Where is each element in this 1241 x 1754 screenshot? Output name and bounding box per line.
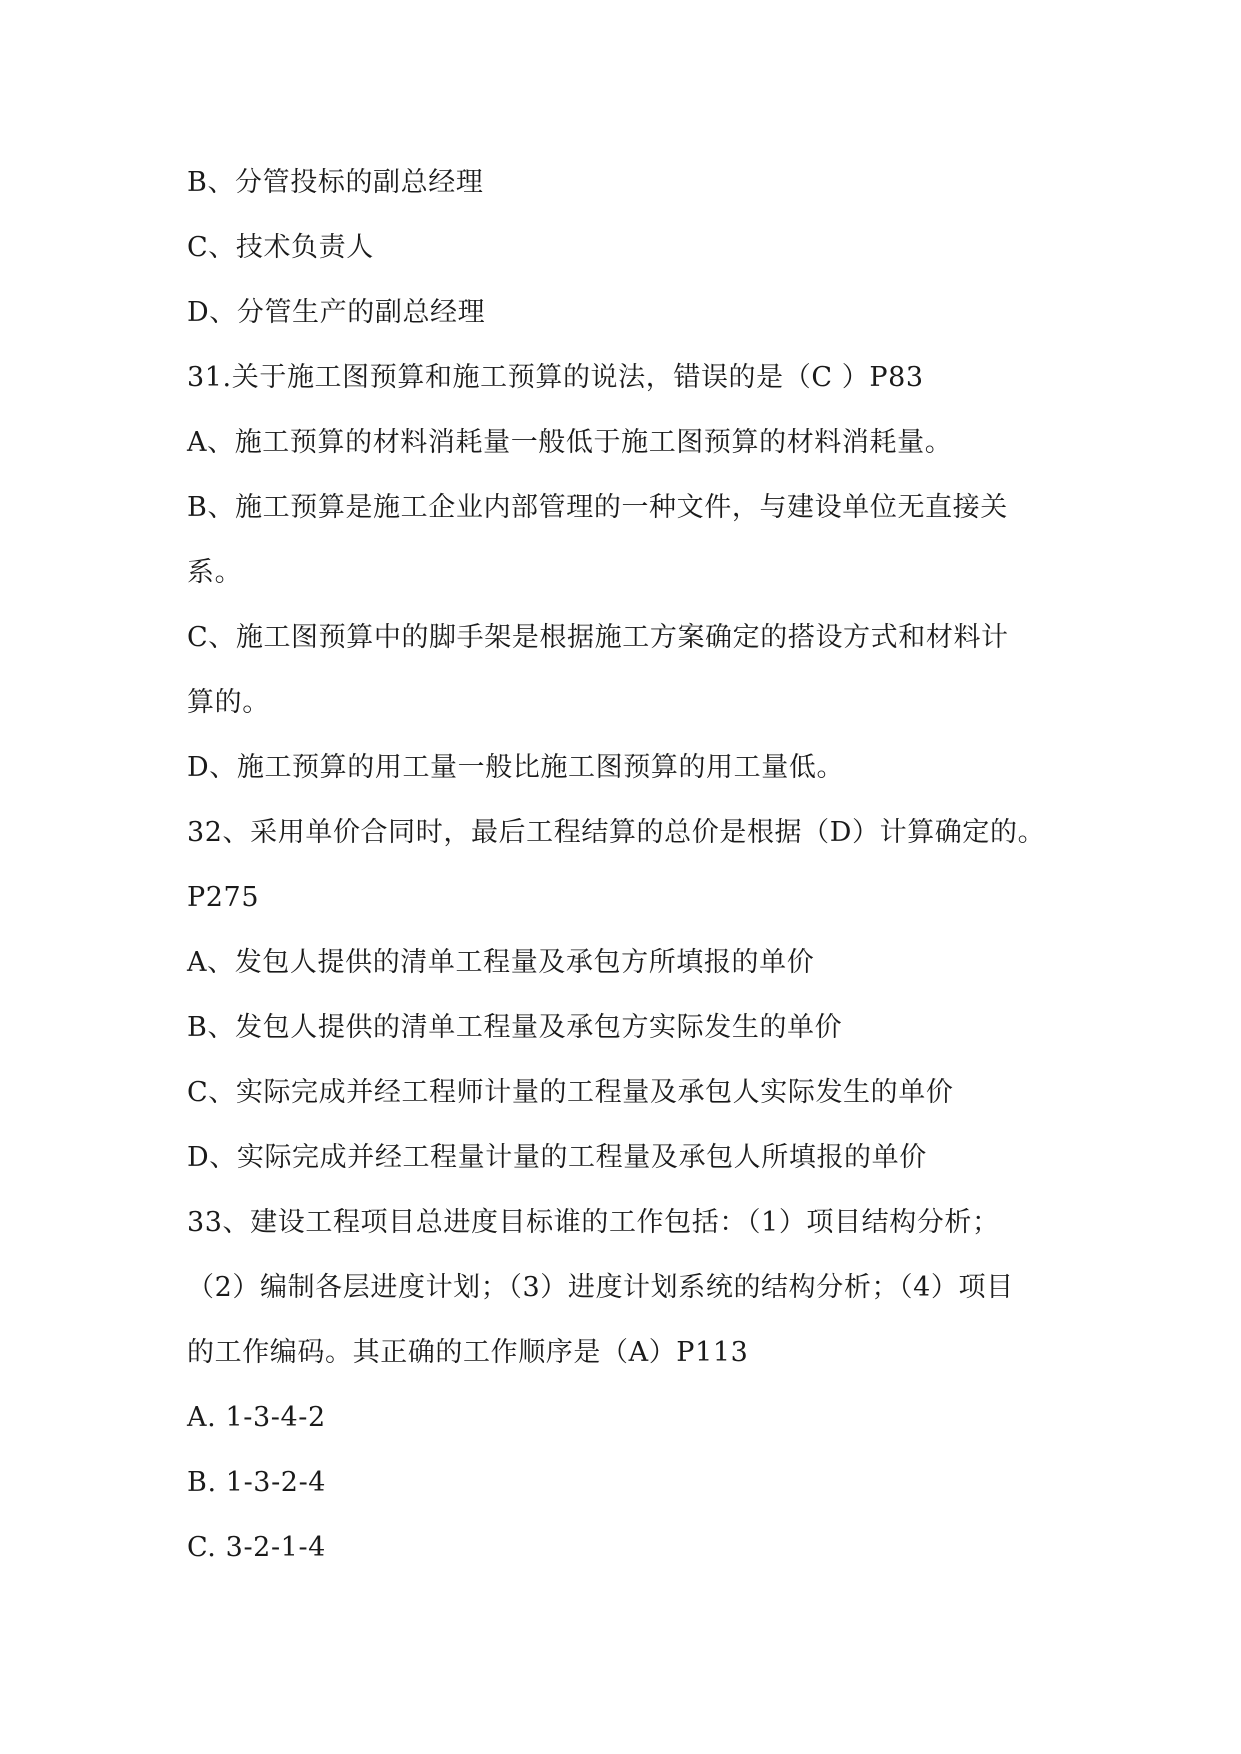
question-33-cont-1: （2）编制各层进度计划；（3）进度计划系统的结构分析；（4）项目 [187,1272,1014,1303]
option-c-q31-cont: 算的。 [187,687,270,718]
option-c-q31: C、施工图预算中的脚手架是根据施工方案确定的搭设方式和材料计 [187,622,1009,653]
option-a-q33: A. 1-3-4-2 [187,1402,326,1433]
option-c-q33: C. 3-2-1-4 [187,1532,326,1563]
question-32: 32、采用单价合同时，最后工程结算的总价是根据（D）计算确定的。 [187,817,1046,848]
option-c-q32: C、实际完成并经工程师计量的工程量及承包人实际发生的单价 [187,1077,954,1108]
question-32-page-ref: P275 [187,882,260,913]
option-d-q32: D、实际完成并经工程量计量的工程量及承包人所填报的单价 [187,1142,927,1173]
question-33: 33、建设工程项目总进度目标谁的工作包括：（1）项目结构分析； [187,1207,1000,1238]
question-31: 31.关于施工图预算和施工预算的说法，错误的是（C ）P83 [187,362,924,393]
option-a-q32: A、发包人提供的清单工程量及承包方所填报的单价 [187,947,815,978]
option-b-q33: B. 1-3-2-4 [187,1467,327,1498]
question-33-cont-2: 的工作编码。其正确的工作顺序是（A）P113 [187,1337,749,1368]
option-d-q30: D、分管生产的副总经理 [187,297,486,328]
option-c-q30: C、技术负责人 [187,232,374,263]
option-b-q31: B、施工预算是施工企业内部管理的一种文件，与建设单位无直接关 [187,492,1008,523]
option-b-q30: B、分管投标的副总经理 [187,167,484,198]
option-d-q31: D、施工预算的用工量一般比施工图预算的用工量低。 [187,752,845,783]
option-b-q32: B、发包人提供的清单工程量及承包方实际发生的单价 [187,1012,843,1043]
option-a-q31: A、施工预算的材料消耗量一般低于施工图预算的材料消耗量。 [187,427,953,458]
option-b-q31-cont: 系。 [187,557,243,588]
